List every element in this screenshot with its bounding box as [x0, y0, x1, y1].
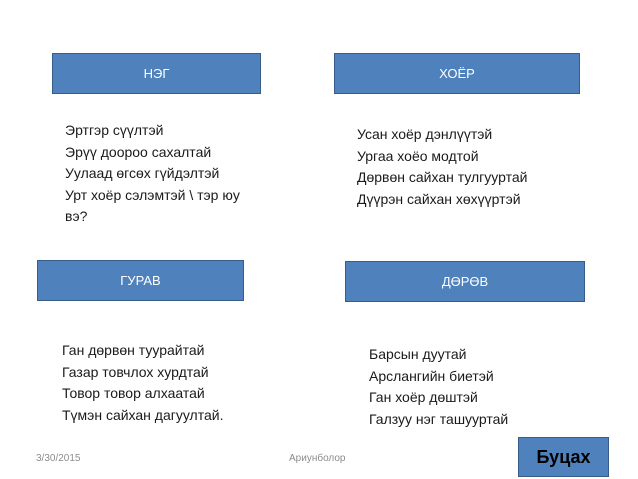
- back-button[interactable]: [518, 437, 609, 477]
- riddle-line: Газар товчлох хурдтай: [62, 363, 209, 380]
- riddle-line: Дүүрэн сайхан хөхүүртэй: [357, 190, 521, 207]
- riddle-line: Урт хоёр сэлэмтэй \ тэр юу вэ?: [65, 186, 240, 224]
- footer-date: 3/30/2015: [36, 453, 81, 464]
- section-four-title: ДӨРӨВ: [441, 274, 489, 289]
- section-one-header[interactable]: [52, 53, 261, 94]
- riddle-two-text: [357, 124, 527, 210]
- riddle-line: Барсын дуутай: [369, 346, 467, 362]
- section-two-header[interactable]: [334, 53, 580, 94]
- riddle-line: Эрүү доороо сахалтай: [65, 143, 212, 160]
- back-button-label: Буцах: [536, 446, 591, 467]
- section-three-title: ГУРАВ: [120, 273, 161, 288]
- riddle-line: Эртгэр сүүлтэй: [65, 122, 164, 138]
- section-three-header[interactable]: [37, 260, 244, 301]
- riddle-line: Ган хоёр дөштэй: [369, 389, 478, 405]
- riddle-line: Галзуу нэг ташууртай: [369, 410, 509, 427]
- riddle-four-text: [369, 344, 508, 430]
- riddle-line: Түмэн сайхан дагуултай.: [62, 406, 224, 423]
- footer-author: Ариунболор: [289, 453, 346, 464]
- riddle-line: Ган дөрвөн туурайтай: [62, 342, 205, 358]
- riddle-one-text: [65, 120, 250, 228]
- riddle-line: Уулаад өгсөх гүйдэлтэй: [65, 165, 220, 181]
- section-one-title: НЭГ: [143, 66, 170, 81]
- riddle-line: Ургаа хоёо модтой: [357, 147, 479, 164]
- section-two-title: ХОЁР: [439, 66, 475, 81]
- riddle-line: Товор товор алхаатай: [62, 385, 205, 401]
- section-four-header[interactable]: [345, 261, 585, 302]
- riddle-line: Усан хоёр дэнлүүтэй: [357, 126, 493, 142]
- riddle-three-text: [62, 340, 223, 426]
- riddle-line: Арслангийн биетэй: [369, 367, 494, 384]
- riddle-line: Дөрвөн сайхан тулгууртай: [357, 169, 528, 185]
